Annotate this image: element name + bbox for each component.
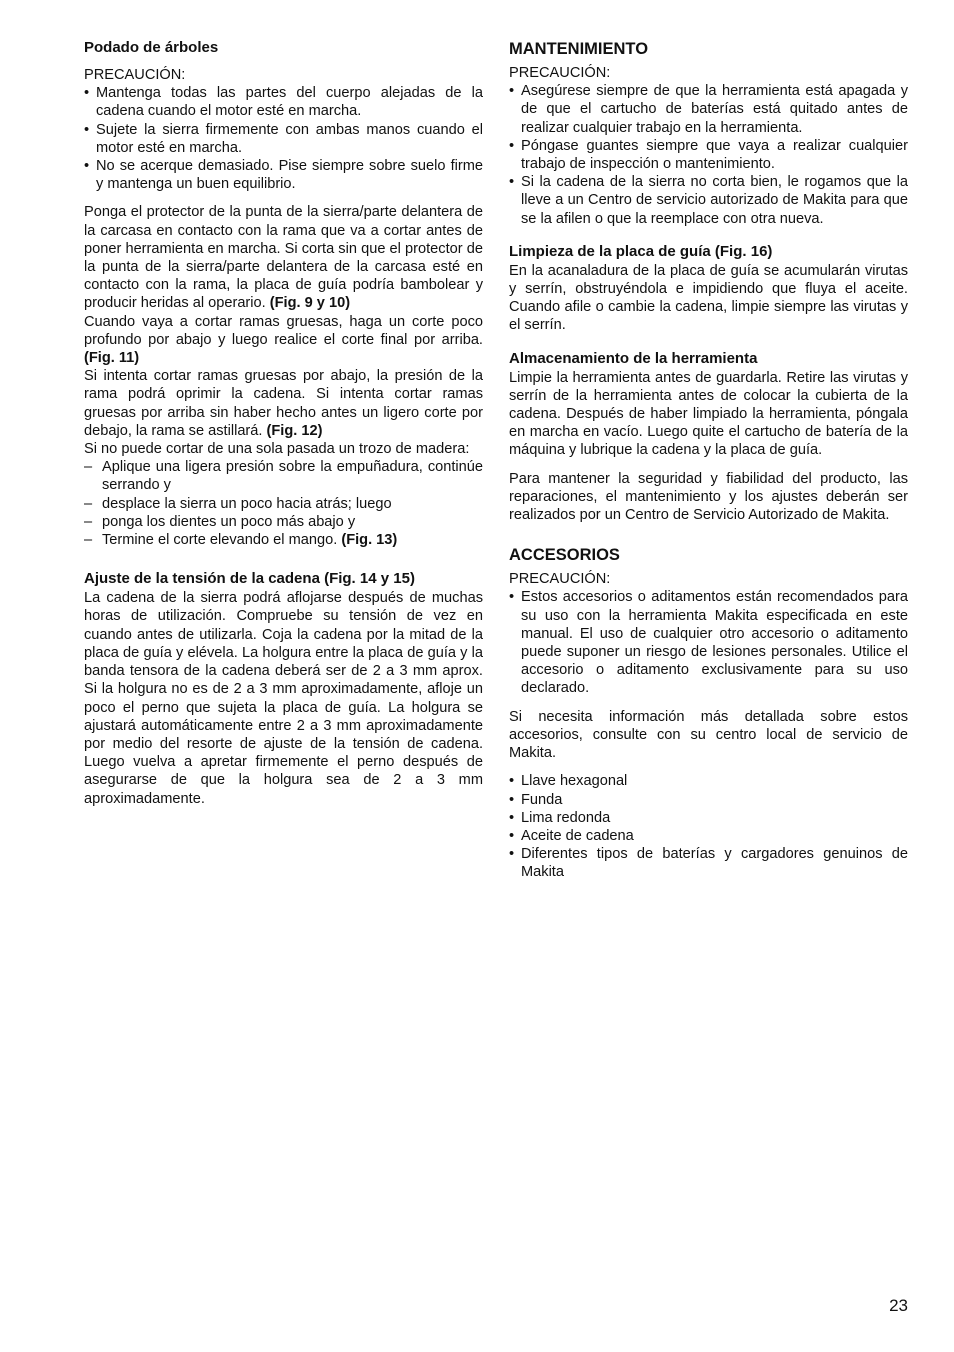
page-number: 23 xyxy=(889,1296,908,1315)
maintenance-caution-list xyxy=(509,82,908,228)
list-item: • Asegúrese siempre de que la herramienta está apagada y de que el cartucho de baterías está quitado antes de realizar cualquier trabajo en la herramienta. xyxy=(509,83,908,136)
pruning-paragraph: Ponga el protector de la punta de la sierra/parte delantera de la carcasa en contacto con la rama que va a cortar antes de poner herramienta en marcha. Si corta sin que el protector de la punta de la sierra/parte delantera de la carcasa esté en contacto con la rama, la placa de guía podría bambolear y producir heridas al operario. (Fig. 9 y 10) xyxy=(84,204,483,312)
list-item: • Diferentes tipos de baterías y cargadores genuinos de Makita xyxy=(509,846,908,881)
list-item: – Termine el corte elevando el mango. (Fig. 13) xyxy=(84,532,398,549)
guide-cleaning-heading: Limpieza de la placa de guía (Fig. 16) xyxy=(509,242,773,260)
pruning-paragraph: Cuando vaya a cortar ramas gruesas, haga un corte poco profundo por abajo y luego realice el corte final por arriba. (Fig. 11) xyxy=(84,313,483,367)
list-item: – desplace la sierra un poco hacia atrás; luego xyxy=(84,495,392,512)
list-item: • No se acerque demasiado. Pise siempre sobre suelo firme y mantenga un buen equilibrio. xyxy=(84,158,483,193)
tension-paragraph: La cadena de la sierra podrá aflojarse después de muchas horas de utilización. Compruebe su tensión de vez en cuando antes de utilizarla. Coja la cadena por la mitad de la placa de guía y elévela. La holgura entre la placa de guía y la banda tensora de la cadena deberá ser de 2 a 3 mm aprox. Si la holgura no es de 2 a 3 mm aproximadamente, afloje un poco el perno que sujeta la placa de guía. La holgura se ajustará automáticamente entre 2 a 3 mm aproximadamente por medio del resorte de ajuste de la tensión de cadena. Luego vuelva a apretar firmemente el perno después de asegurarse de que la holgura sea de 2 a 3 mm aproximadamente. xyxy=(84,590,483,807)
pruning-paragraph: Si intenta cortar ramas gruesas por abajo, la presión de la rama podrá oprimir la cadena. Si intenta cortar ramas gruesas por arriba sin haber hecho antes un ligero corte por debajo, la rama se astillará. (Fig. 12) xyxy=(84,368,483,439)
list-item: • Sujete la sierra firmemente con ambas manos cuando el motor esté en marcha. xyxy=(84,121,483,156)
figure-reference: (Fig. 11) xyxy=(84,350,140,367)
maintenance-caution-label: PRECAUCIÓN: xyxy=(509,65,611,81)
list-item: • Funda xyxy=(509,791,563,808)
tension-heading: Ajuste de la tensión de la cadena (Fig. 14 y 15) xyxy=(84,570,415,588)
accessories-caution-label: PRECAUCIÓN: xyxy=(509,571,611,588)
figure-reference: (Fig. 13) xyxy=(341,532,398,549)
figure-reference: (Fig. 9 y 10) xyxy=(269,295,351,312)
list-item: • Si la cadena de la sierra no corta bien, le rogamos que la lleve a un Centro de servicio autorizado de Makita para que se la afilen o que la reemplace con otra nueva. xyxy=(509,174,908,227)
list-item: • Lima redonda xyxy=(509,809,611,826)
storage-heading: Almacenamiento de la herramienta xyxy=(509,349,758,367)
left-column xyxy=(84,38,483,808)
accessories-heading: ACCESORIOS xyxy=(509,546,620,565)
pruning-steps-list xyxy=(84,458,483,549)
maintenance-heading: MANTENIMIENTO xyxy=(509,40,649,58)
storage-paragraph: Limpie la herramienta antes de guardarla. Retire las virutas y serrín de la herramienta antes de colocar la cubierta de la cadena. Después de haber limpiado la herramienta, póngala en marcha en vacío. Luego quite el cartucho de batería de la máquina y lubrique la cadena y la placa de guía. xyxy=(509,369,908,459)
accessories-paragraph: Si necesita información más detallada sobre estos accesorios, consulte con su centro local de servicio de Makita. xyxy=(509,708,908,762)
list-item: • Aceite de cadena xyxy=(509,827,634,844)
list-item: • Estos accesorios o aditamentos están recomendados para su uso con la herramienta Makita especificada en este manual. El uso de cualquier otro accesorio o aditamento puede suponer un riesgo de lesiones personales. Utilice el accesorio o aditamento exclusivamente para su uso declarado. xyxy=(509,589,908,697)
figure-reference: (Fig. 12) xyxy=(266,422,323,439)
pruning-heading: Podado de árboles xyxy=(84,39,219,56)
pruning-paragraph: Si no puede cortar de una sola pasada un trozo de madera: xyxy=(84,441,470,458)
list-item: • Llave hexagonal xyxy=(509,773,628,790)
list-item: • Póngase guantes siempre que vaya a realizar cualquier trabajo de inspección o mantenimiento. xyxy=(509,137,908,173)
storage-paragraph: Para mantener la seguridad y fiabilidad del producto, las reparaciones, el mantenimiento y los ajustes deberán ser realizados por un Centro de Servicio Autorizado de Makita. xyxy=(509,470,908,524)
list-item: – ponga los dientes un poco más abajo y xyxy=(84,513,356,530)
accessories-caution-list xyxy=(509,588,908,697)
pruning-caution-list xyxy=(84,84,483,193)
list-item: • Mantenga todas las partes del cuerpo alejadas de la cadena cuando el motor esté en marcha. xyxy=(84,85,483,120)
guide-cleaning-paragraph: En la acanaladura de la placa de guía se acumularán virutas y serrín, obstruyéndola e impidiendo que fluya el aceite. Cuando afile o cambie la cadena, limpie siempre las virutas y el serrín. xyxy=(509,262,908,334)
accessories-list xyxy=(509,772,908,881)
list-item: – Aplique una ligera presión sobre la empuñadura, continúe serrando y xyxy=(84,459,483,494)
right-column xyxy=(509,38,908,882)
pruning-caution-label: PRECAUCIÓN: xyxy=(84,67,186,83)
